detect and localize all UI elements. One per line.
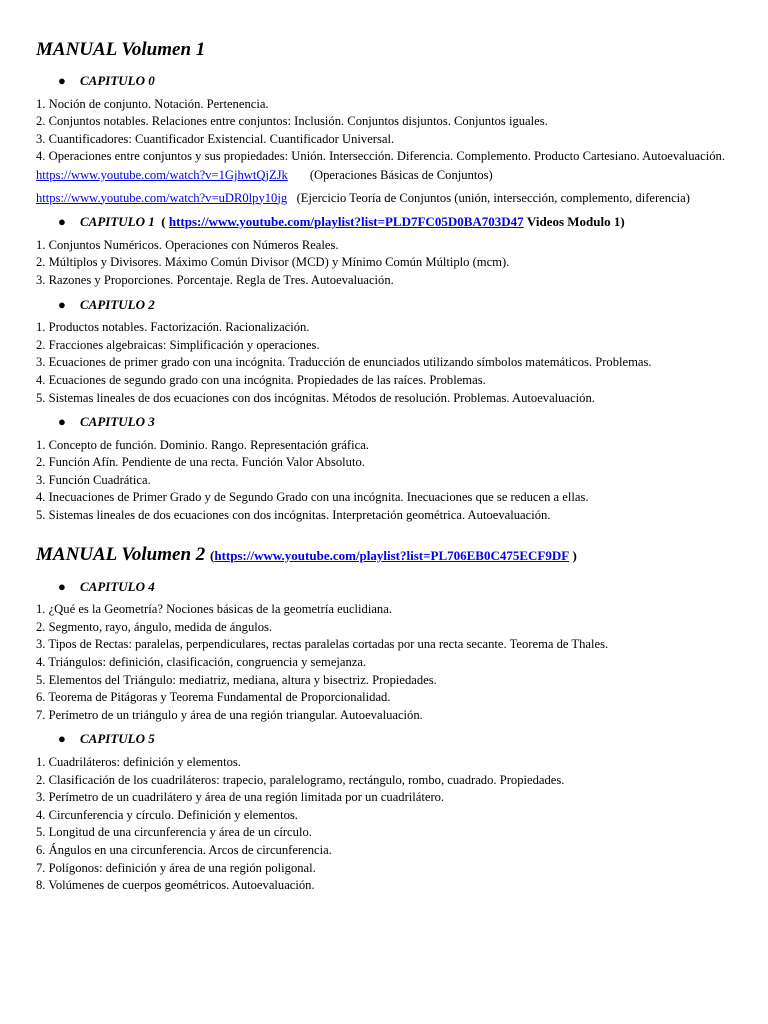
video-link-1-desc: (Operaciones Básicas de Conjuntos) xyxy=(309,167,493,182)
chapter-1-heading: ● CAPITULO 1 ( https://www.youtube.com/playlist?list=PLD7FC05D0BA703D47 Videos Modulo 1) xyxy=(58,214,625,230)
list-item: 5. Longitud de una circunferencia y área de un círculo. xyxy=(36,825,312,840)
manual-1-title: MANUAL Volumen 1 xyxy=(36,39,206,60)
list-item: 7. Perímetro de un triángulo y área de una región triangular. Autoevaluación. xyxy=(36,707,423,722)
list-item: 8. Volúmenes de cuerpos geométricos. Autoevaluación. xyxy=(36,878,315,893)
chapter-0-heading: ● CAPITULO 0 xyxy=(58,73,155,88)
bullet-icon: ● xyxy=(58,578,66,594)
list-item: 2. Múltiplos y Divisores. Máximo Común Divisor (MCD) y Mínimo Común Múltiplo (mcm). xyxy=(36,255,510,270)
list-item: 2. Clasificación de los cuadriláteros: trapecio, paralelogramo, rectángulo, rombo, cuadrado. Propiedades. xyxy=(36,772,565,787)
list-item: 1. ¿Qué es la Geometría? Nociones básicas de la geometría euclidiana. xyxy=(36,602,392,617)
list-item: 6. Ángulos en una circunferencia. Arcos de circunferencia. xyxy=(36,842,332,857)
list-item: 7. Polígonos: definición y área de una región poligonal. xyxy=(36,860,316,875)
chapter-3-list xyxy=(36,437,732,525)
video-link-row-1 xyxy=(36,167,732,185)
manual-2-title: MANUAL Volumen 2 (https://www.youtube.com/playlist?list=PL706EB0C475ECF9DF ) xyxy=(36,543,577,565)
bullet-icon: ● xyxy=(58,414,66,430)
list-item: 2. Segmento, rayo, ángulo, medida de ángulos. xyxy=(36,619,273,634)
bullet-icon: ● xyxy=(58,214,66,230)
bullet-icon: ● xyxy=(58,731,66,747)
list-item: 3. Perímetro de un cuadrilátero y área de una región limitada por un cuadrilátero. xyxy=(36,790,445,805)
chapter-4-list xyxy=(36,601,732,724)
list-item: 4. Triángulos: definición, clasificación, congruencia y semejanza. xyxy=(36,655,367,670)
list-item: 5. Elementos del Triángulo: mediatriz, mediana, altura y bisectriz. Propiedades. xyxy=(36,672,437,687)
list-item: 3. Ecuaciones de primer grado con una incógnita. Traducción de enunciados utilizando símbolos matemáticos. Problemas. xyxy=(36,355,652,370)
list-item: 5. Sistemas lineales de dos ecuaciones con dos incógnitas. Métodos de resolución. Problemas. Autoevaluación. xyxy=(36,390,595,405)
list-item: 4. Operaciones entre conjuntos y sus propiedades: Unión. Intersección. Diferencia. Complemento. Producto Cartesiano. Autoevaluación. xyxy=(36,149,725,164)
list-item: 2. Función Afín. Pendiente de una recta. Función Valor Absoluto. xyxy=(36,455,365,470)
chapter-0-list xyxy=(36,96,732,166)
chapter-5-heading: ● CAPITULO 5 xyxy=(58,731,155,747)
list-item: 1. Productos notables. Factorización. Racionalización. xyxy=(36,320,310,335)
list-item: 4. Inecuaciones de Primer Grado y de Segundo Grado con una incógnita. Inecuaciones que se reducen a ellas. xyxy=(36,490,589,505)
bullet-icon: ● xyxy=(58,73,66,88)
list-item: 1. Conjuntos Numéricos. Operaciones con Números Reales. xyxy=(36,237,339,252)
playlist-link-2[interactable]: https://www.youtube.com/playlist?list=PL706EB0C475ECF9DF xyxy=(214,547,570,563)
chapter-4-heading: ● CAPITULO 4 xyxy=(58,578,155,594)
video-link-2[interactable]: https://www.youtube.com/watch?v=uDR0lpy10jg xyxy=(36,190,288,205)
playlist-link-1[interactable]: https://www.youtube.com/playlist?list=PLD7FC05D0BA703D47 xyxy=(168,214,524,230)
list-item: 2. Fracciones algebraicas: Simplificación y operaciones. xyxy=(36,337,320,352)
list-item: 5. Sistemas lineales de dos ecuaciones con dos incógnitas. Interpretación geométrica. Autoevaluación. xyxy=(36,508,551,523)
list-item: 6. Teorema de Pitágoras y Teorema Fundamental de Proporcionalidad. xyxy=(36,690,391,705)
chapter-1-list xyxy=(36,237,732,290)
video-link-1[interactable]: https://www.youtube.com/watch?v=1GjhwtQjZJk xyxy=(36,167,288,182)
list-item: 1. Noción de conjunto. Notación. Pertenencia. xyxy=(36,96,269,111)
manual-2-playlist: (https://www.youtube.com/playlist?list=PL706EB0C475ECF9DF ) xyxy=(210,547,577,563)
chapter-2-heading: ● CAPITULO 2 xyxy=(58,296,155,312)
bullet-icon: ● xyxy=(58,296,66,312)
chapter-2-list xyxy=(36,319,732,407)
video-link-row-2 xyxy=(36,190,732,208)
list-item: 3. Razones y Proporciones. Porcentaje. Regla de Tres. Autoevaluación. xyxy=(36,272,394,287)
list-item: 2. Conjuntos notables. Relaciones entre conjuntos: Inclusión. Conjuntos disjuntos. Conjuntos iguales. xyxy=(36,114,548,129)
video-link-2-desc: (Ejercicio Teoría de Conjuntos (unión, intersección, complemento, diferencia) xyxy=(296,190,690,205)
list-item: 4. Ecuaciones de segundo grado con una incógnita. Propiedades de las raíces. Problemas. xyxy=(36,372,486,387)
chapter-5-list xyxy=(36,754,732,895)
list-item: 1. Concepto de función. Dominio. Rango. Representación gráfica. xyxy=(36,437,369,452)
chapter-3-heading: ● CAPITULO 3 xyxy=(58,414,155,430)
list-item: 1. Cuadriláteros: definición y elementos. xyxy=(36,755,241,769)
list-item: 4. Circunferencia y círculo. Definición y elementos. xyxy=(36,807,298,822)
list-item: 3. Tipos de Rectas: paralelas, perpendiculares, rectas paralelas cortadas por una recta secante. Teorema de Thales. xyxy=(36,637,609,652)
list-item: 3. Cuantificadores: Cuantificador Existencial. Cuantificador Universal. xyxy=(36,131,395,146)
list-item: 3. Función Cuadrática. xyxy=(36,472,151,487)
